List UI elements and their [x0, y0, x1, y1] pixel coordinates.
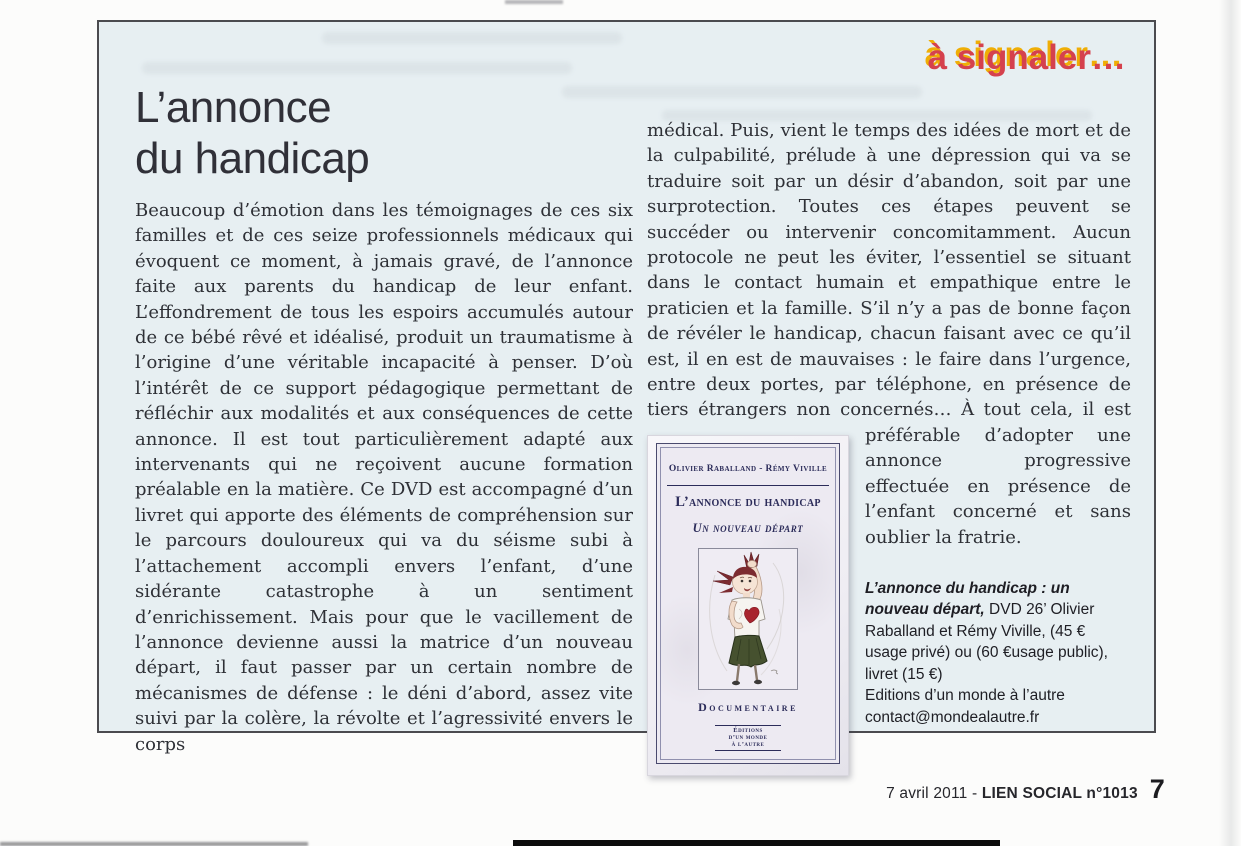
section-label: à signaler…	[927, 38, 1126, 77]
publisher-logo-line1: Éditions	[733, 727, 763, 734]
publisher-logo-line3: à l’autre	[731, 741, 765, 748]
girl-illustration	[699, 549, 797, 689]
caption-publisher: Editions d’un monde à l’autre	[865, 687, 1065, 705]
dvd-cover	[656, 443, 840, 764]
caption-contact-email: contact@mondealautre.fr	[865, 708, 1040, 726]
article-title	[135, 82, 369, 184]
right-column-text-after: cela, il est préférable d’adopter une annonce progressive effectuée en présence de l’enfant concerné et sans oublier la fratrie.	[865, 399, 1131, 548]
scan-edge-artifact	[1219, 0, 1241, 846]
dvd-title: L’annonce du handicap	[675, 494, 821, 511]
dvd-rule-divider	[667, 485, 829, 486]
scan-bleed-artifact	[562, 86, 922, 98]
publisher-logo-line2: d’un monde	[728, 734, 768, 741]
dvd-subtitle: Un nouveau départ	[692, 520, 804, 535]
dvd-genre-label: Documentaire	[698, 700, 798, 715]
dvd-cover-frame	[660, 447, 836, 760]
caption-details: DVD 26’ Olivier Raballand et Rémy Viville, (45 € usage privé) ou (60 €usage public), livret (15 €)	[865, 601, 1108, 683]
scan-edge-artifact	[513, 840, 1000, 846]
page-footer	[886, 774, 1165, 805]
scan-edge-artifact	[505, 0, 563, 4]
dvd-photo-background	[647, 435, 849, 776]
scan-bleed-artifact	[322, 32, 622, 44]
scan-bleed-artifact	[142, 62, 572, 74]
publisher-logo	[715, 725, 781, 751]
dvd-illustration-box	[698, 548, 798, 690]
page-number: 7	[1149, 774, 1165, 804]
scan-edge-artifact	[0, 842, 308, 846]
right-column-text-before: médical. Puis, vient le temps des idées de mort et de la culpabilité, prélude à une dépression qui va se traduire soit par un désir d’abandon, soit par une surprotection. Toutes ces étapes peuvent se succéder ou intervenir concomitamment. Aucun protocole ne peut les éviter, l’essentiel se situant dans le contact humain et empathique entre le praticien et la famille. S’il n’y a pas de bonne façon de révéler le handicap, chacun faisant avec ce qu’il est, il en est de mauvaises : le faire dans l’urgence, entre deux portes, par téléphone, en présence de tiers étrangers non concernés… À tout	[647, 120, 1131, 421]
caption-title: L’annonce du handicap : un nouveau départ,	[865, 579, 1070, 619]
article-panel	[97, 20, 1156, 755]
footer-date: 7 avril 2011 -	[886, 785, 982, 802]
left-column-text: Beaucoup d’émotion dans les témoignages de ces six familles et de ces seize professionnels médicaux qui évoquent ce moment, à jamais gravé, de l’annonce faite aux parents du handicap de leur enfant. L’effondrement de tous les espoirs accumulés autour de ce bébé rêvé et idéalisé, produit un traumatisme à l’origine d’une véritable incapacité à penser. D’où l’intérêt de ce support pédagogique permettant de réfléchir aux modalités et aux conséquences de cette annonce. Il est tout particulièrement adapté aux intervenants qui ne reçoivent aucune formation préalable en la matière. Ce DVD est accompagné d’un livret qui apporte des éléments de compréhension sur le parcours douloureux qui va du séisme subi à l’attachement accompli envers l’enfant, d’une sidérante catastrophe à un sentiment d’enrichissement. Mais pour que le vacillement de l’annonce devienne aussi la matrice d’un nouveau départ, il faut passer par un certain nombre de mécanismes de défense : le déni d’abord, assez vite suivi par la colère, la révolte et l’agressivité envers le corps	[135, 200, 633, 755]
dvd-cover-photo	[647, 435, 849, 776]
right-column	[647, 118, 1131, 782]
article-title-line2: du handicap	[135, 134, 370, 183]
dvd-authors: Olivier Raballand - Rémy Viville	[668, 463, 828, 474]
article-title-line1: L’annonce	[135, 83, 332, 132]
footer-issue: LIEN SOCIAL n°1013	[981, 785, 1138, 802]
